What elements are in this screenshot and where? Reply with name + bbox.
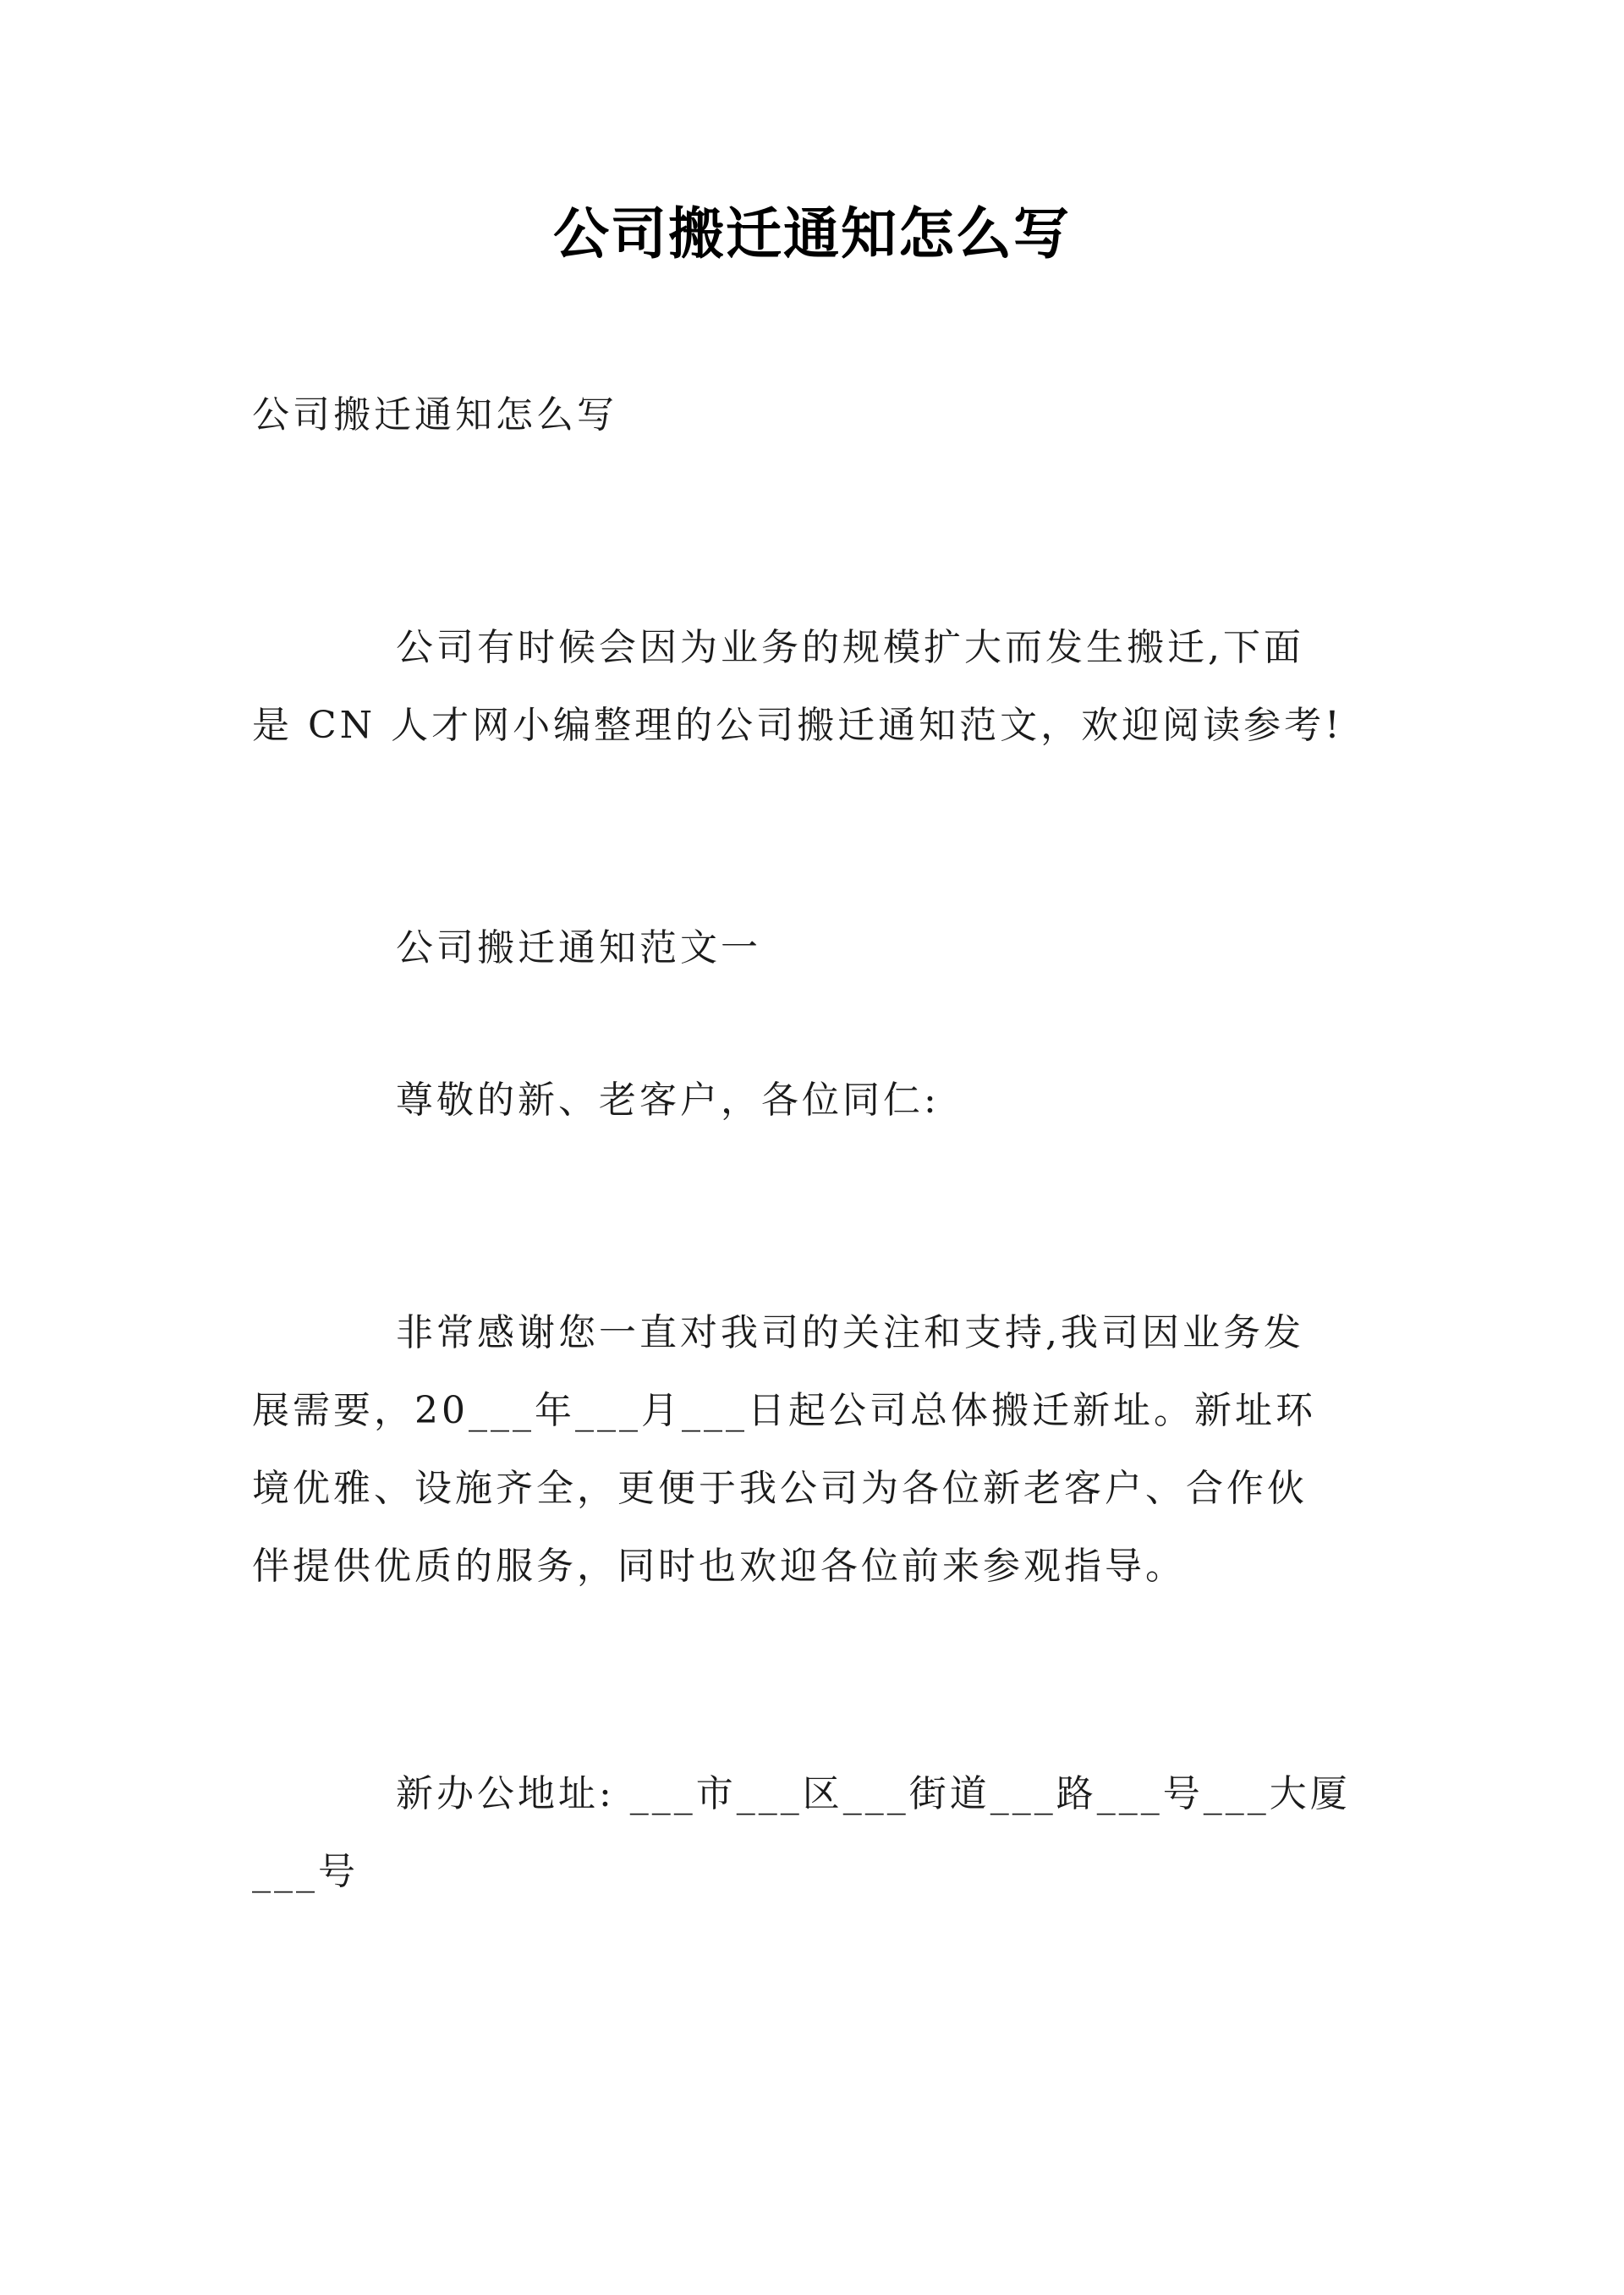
subtitle-text: 公司搬迁通知怎么写 [252,393,617,436]
body-line: 非常感谢您一直对我司的关注和支持,我司因业务发 [396,1311,1304,1354]
address-line: 新办公地址: ___市___区___街道___路___号___大厦 [396,1772,1351,1815]
document-subtitle [252,376,1385,454]
body-line: 境优雅、设施齐全，更便于我公司为各位新老客户、合作伙 [252,1467,1308,1510]
intro-line: 是 CN 人才网小编整理的公司搬迁通知范文，欢迎阅读参考! [252,704,1343,747]
document-title: 公司搬迁通知怎么写 [553,201,1071,266]
section-heading [252,909,1385,987]
address-paragraph [252,1755,1385,1911]
section-heading-text: 公司搬迁通知范文一 [396,926,761,969]
salutation-text: 尊敬的新、老客户，各位同仁: [396,1079,940,1122]
salutation [252,1062,1385,1139]
body-line: 展需要，20___年___月___日起公司总体搬迁新址。新址环 [252,1389,1316,1432]
intro-paragraph [252,609,1385,765]
address-line: ___号 [252,1850,359,1893]
intro-line: 公司有时候会因为业务的规模扩大而发生搬迁,下面 [396,626,1304,669]
body-paragraph [252,1294,1385,1606]
body-line: 伴提供优质的服务，同时也欢迎各位前来参观指导。 [252,1545,1186,1588]
